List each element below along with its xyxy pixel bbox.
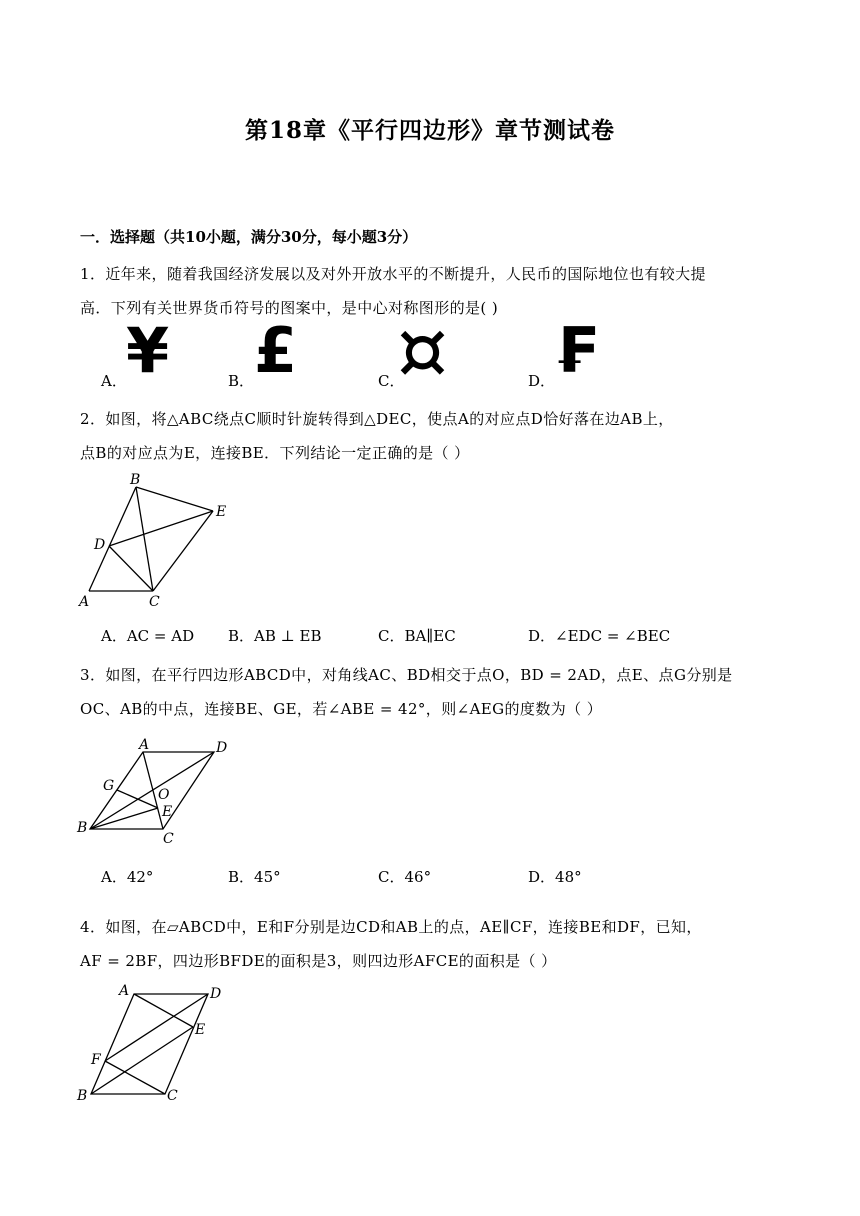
q4-text-line2: AF = 2BF，四边形BFDE的面积是3，则四边形AFCE的面积是（ ） (80, 952, 557, 970)
q2-label-d: D (94, 537, 106, 553)
q1-option-b-label: B． (228, 372, 255, 390)
q3-option-c: C．46° (378, 868, 432, 886)
q2-text-line1: 2．如图，将△ABC绕点C顺时针旋转得到△DEC，使点A的对应点D恰好落在边AB上， (80, 410, 674, 428)
q3-option-a: A．42° (101, 868, 154, 886)
q1-text-line2: 高．下列有关世界货币符号的图案中，是中心对称图形的是( ) (80, 299, 499, 317)
q4-label-d: D (210, 986, 222, 1002)
q2-option-d: D．∠EDC = ∠BEC (528, 627, 671, 645)
q2-text-line2: 点B的对应点为E，连接BE．下列结论一定正确的是（ ） (80, 444, 470, 462)
q1-option-c-label: C． (378, 372, 405, 390)
q2-option-c: C．BA∥EC (378, 627, 456, 645)
q4-figure (70, 975, 240, 1110)
q3-text-line2: OC、AB的中点，连接BE、GE，若∠ABE = 42°，则∠AEG的度数为（ ） (80, 700, 603, 718)
q1-option-d-label: D． (528, 372, 556, 390)
q4-label-c: C (167, 1088, 178, 1104)
q3-option-b: B．45° (228, 868, 281, 886)
page-title: 第18章《平行四边形》章节测试卷 (244, 117, 615, 144)
q3-label-c: C (163, 831, 174, 847)
q4-label-b: B (77, 1088, 88, 1104)
section-heading: 一．选择题（共10小题，满分30分，每小题3分） (80, 228, 418, 246)
franc-symbol-icon: ₣ (554, 314, 598, 387)
q2-figure (70, 470, 250, 615)
q3-figure (70, 735, 240, 850)
q4-segment-fc (105, 1061, 165, 1094)
q3-label-b: B (77, 820, 88, 836)
q4-text-line1: 4．如图，在▱ABCD中，E和F分别是边CD和AB上的点，AE∥CF，连接BE和DF，已知， (80, 918, 702, 936)
q3-segment-be (90, 808, 158, 829)
q1-text-line1: 1．近年来，随着我国经济发展以及对外开放水平的不断提升，人民币的国际地位也有较大提 (80, 265, 706, 283)
q2-segment-be (136, 487, 213, 511)
yen-symbol-icon: ¥ (126, 314, 170, 387)
q2-label-a: A (79, 594, 90, 610)
q4-parallelogram-abcd (91, 994, 208, 1094)
q4-label-e: E (195, 1022, 206, 1038)
q3-label-d: D (216, 740, 228, 756)
q3-text-line1: 3．如图，在平行四边形ABCD中，对角线AC、BD相交于点O，BD = 2AD，点E、点G分别是 (80, 666, 733, 684)
pound-symbol-icon: £ (254, 314, 298, 387)
q4-segment-ae (134, 994, 193, 1027)
q2-segment-de (109, 511, 213, 546)
q2-option-b: B．AB ⊥ EB (228, 627, 322, 645)
q3-label-g: G (103, 778, 115, 794)
q3-label-e: E (162, 804, 173, 820)
q3-label-o: O (158, 787, 170, 803)
q3-segment-ge (117, 790, 158, 808)
q2-option-a: A．AC = AD (101, 627, 195, 645)
currency-sign-icon: ¤ (397, 304, 448, 397)
q4-label-f: F (91, 1052, 101, 1068)
q3-label-a: A (139, 737, 150, 753)
q4-label-a: A (119, 983, 130, 999)
q1-option-a-label: A． (101, 372, 127, 390)
q2-label-b: B (130, 472, 141, 488)
q2-label-e: E (216, 504, 227, 520)
q3-option-d: D．48° (528, 868, 582, 886)
q2-label-c: C (149, 594, 160, 610)
q2-segment-ce (153, 511, 213, 591)
